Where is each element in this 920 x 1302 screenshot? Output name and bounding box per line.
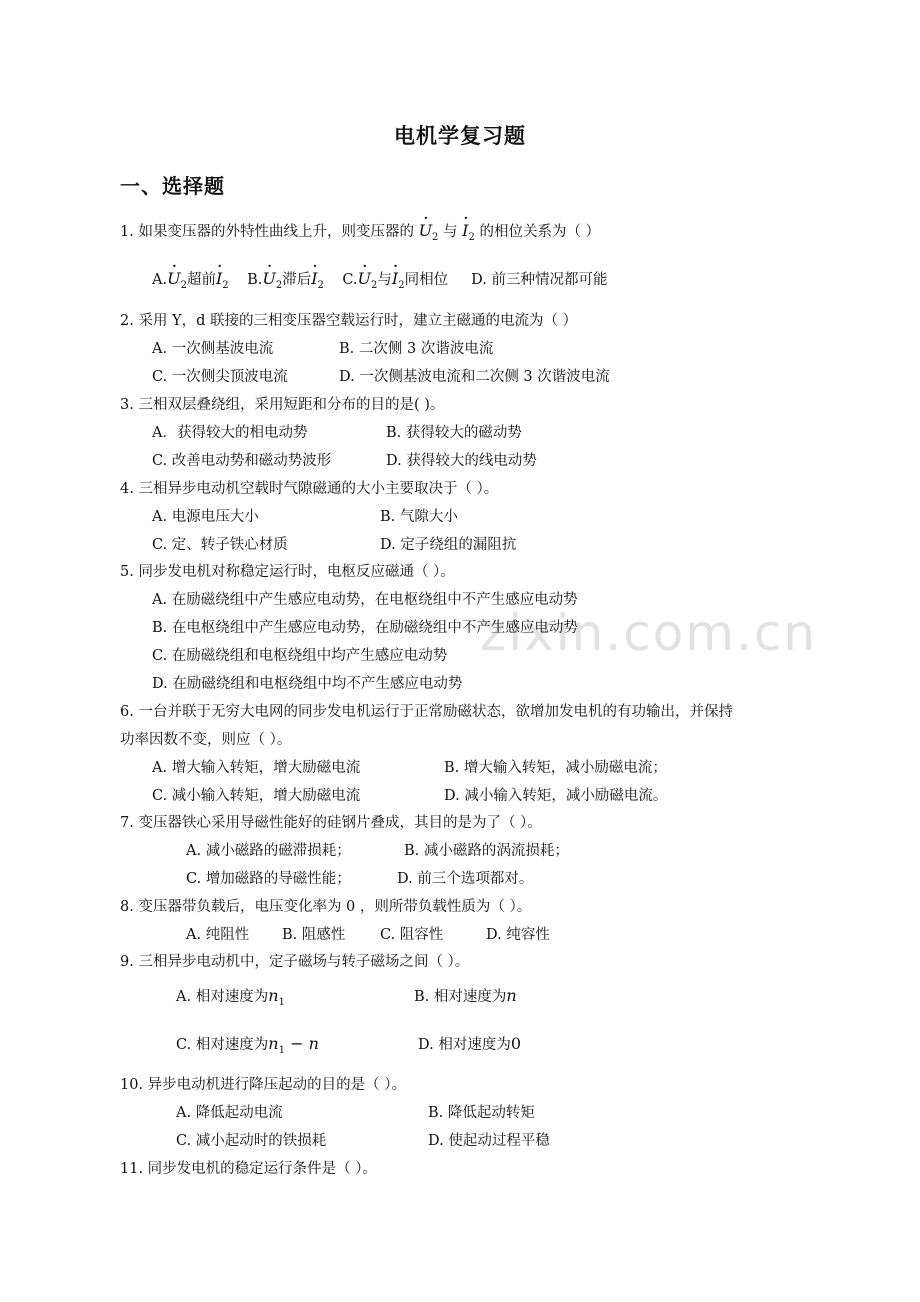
- question-1-text-a: 1. 如果变压器的外特性曲线上升，则变压器的: [120, 224, 414, 240]
- question-9: 9. 三相异步电动机中，定子磁场与转子磁场之间（ ）。: [120, 954, 470, 970]
- question-4: 4. 三相异步电动机空载时气隙磁通的大小主要取决于（ ）。: [120, 481, 499, 497]
- watermark: zixin.com.cn: [480, 604, 818, 662]
- question-10: 10. 异步电动机进行降压起动的目的是（ ）。: [120, 1077, 407, 1093]
- option-c-label: C.: [342, 272, 358, 288]
- question-6-option-b: B. 增大输入转矩，减小励磁电流；: [444, 760, 667, 776]
- question-10-option-c: C. 减小起动时的铁损耗: [176, 1133, 327, 1149]
- option-b-text: 滞后: [282, 272, 312, 288]
- question-2: 2. 采用 Y，d 联接的三相变压器空载运行时，建立主磁通的电流为（ ）: [120, 313, 578, 329]
- math-I2: · $I_2$: [462, 221, 475, 240]
- question-9-option-d-value: 0: [510, 1034, 522, 1053]
- question-5-option-b: B. 在电枢绕组中产生感应电动势，在励磁绕组中不产生感应电动势: [152, 620, 578, 636]
- question-6-option-a: A. 增大输入转矩，增大励磁电流: [152, 760, 361, 776]
- section-heading: 一、选择题: [120, 174, 225, 198]
- question-10-option-a: A. 降低起动电流: [176, 1105, 283, 1121]
- option-c-post: 同相位: [404, 272, 449, 288]
- question-10-option-b: B. 降低起动转矩: [428, 1105, 535, 1121]
- question-6-option-d: D. 减小输入转矩，减小励磁电流。: [444, 788, 668, 804]
- question-8: 8. 变压器带负载后，电压变化率为 0 ，则所带负载性质为（ ）。: [120, 899, 532, 915]
- question-5: 5. 同步发电机对称稳定运行时，电枢反应磁通（ ）。: [120, 564, 455, 580]
- question-8-option-d: D. 纯容性: [486, 927, 550, 943]
- question-8-option-b: B. 阻感性: [282, 927, 346, 943]
- math-U2: · $U_2$: [419, 221, 439, 240]
- question-7-option-d: D. 前三个选项都对。: [397, 871, 534, 887]
- question-3: 3. 三相双层叠绕组，采用短距和分布的目的是( )。: [120, 397, 445, 413]
- question-8-option-c: C. 阻容性: [380, 927, 444, 943]
- option-c-text: 与: [377, 272, 392, 288]
- question-1-options: $A.\cdot U_2$超前· $I_2$ $B.\cdot U_2$滞后· $I_2$ $C.\cdot U_2$与· $I_2$同相位 D. 前三种情况都可能: [152, 269, 607, 296]
- question-4-option-a: A. 电源电压大小: [152, 509, 259, 525]
- question-1-text-mid: 与: [443, 224, 458, 240]
- question-3-option-d: D. 获得较大的线电动势: [386, 453, 537, 469]
- option-a-text: 超前: [186, 272, 216, 288]
- document-title: 电机学复习题: [394, 124, 526, 148]
- question-9-option-d: [418, 1034, 521, 1055]
- question-10-option-d: D. 使起动过程平稳: [428, 1133, 550, 1149]
- question-9-option-b-text: B. 相对速度为: [414, 989, 507, 1005]
- question-9-option-c-text: C. 相对速度为: [176, 1037, 269, 1053]
- option-b-label: B.: [247, 272, 263, 288]
- question-3-option-a: A．获得较大的相电动势: [152, 425, 308, 441]
- question-9-option-a: A. 相对速度为$n_1$: [176, 986, 285, 1008]
- question-7: 7. 变压器铁心采用导磁性能好的硅钢片叠成，其目的是为了（ ）。: [120, 815, 542, 831]
- question-3-option-c: C. 改善电动势和磁动势波形: [152, 453, 332, 469]
- question-2-option-a: A. 一次侧基波电流: [152, 341, 274, 357]
- question-6-option-c: C. 减小输入转矩，增大励磁电流: [152, 788, 361, 804]
- question-2-option-c: C. 一次侧尖顶波电流: [152, 369, 288, 385]
- question-5-option-a: A. 在励磁绕组中产生感应电动势，在电枢绕组中不产生感应电动势: [152, 592, 578, 608]
- question-2-option-b: B. 二次侧 3 次谐波电流: [339, 341, 494, 357]
- question-4-option-c: C. 定、转子铁心材质: [152, 537, 288, 553]
- question-1-text-b: 的相位关系为（ ）: [479, 224, 601, 240]
- question-9-option-b: B. 相对速度为n: [414, 986, 517, 1005]
- question-2-option-d: D. 一次侧基波电流和二次侧 3 次谐波电流: [339, 369, 610, 385]
- question-11: 11. 同步发电机的稳定运行条件是（ ）。: [120, 1161, 378, 1177]
- question-8-option-a: A. 纯阻性: [186, 927, 250, 943]
- question-4-option-b: B. 气隙大小: [380, 509, 458, 525]
- option-d-text: D. 前三种情况都可能: [471, 272, 608, 288]
- question-7-option-b: B. 减小磁路的涡流损耗；: [404, 843, 569, 859]
- question-6-line-2: 功率因数不变，则应（ ）。: [120, 732, 292, 748]
- question-3-option-b: B. 获得较大的磁动势: [386, 425, 522, 441]
- question-9-option-c: C. 相对速度为$n_1 - n$: [176, 1034, 319, 1056]
- question-9-option-a-text: A. 相对速度为: [176, 989, 269, 1005]
- question-7-option-c: C. 增加磁路的导磁性能；: [186, 871, 351, 887]
- question-5-option-d: D. 在励磁绕组和电枢绕组中均不产生感应电动势: [152, 676, 463, 692]
- question-1: [120, 221, 600, 248]
- question-9-option-d-text: D. 相对速度为: [418, 1037, 511, 1053]
- option-a-label: A.: [152, 272, 168, 288]
- question-6-line-1: 6. 一台并联于无穷大电网的同步发电机运行于正常励磁状态，欲增加发电机的有功输出，并保持: [120, 704, 733, 720]
- question-4-option-d: D. 定子绕组的漏阻抗: [380, 537, 517, 553]
- question-5-option-c: C. 在励磁绕组和电枢绕组中均产生感应电动势: [152, 648, 448, 664]
- question-7-option-a: A. 减小磁路的磁滞损耗；: [186, 843, 351, 859]
